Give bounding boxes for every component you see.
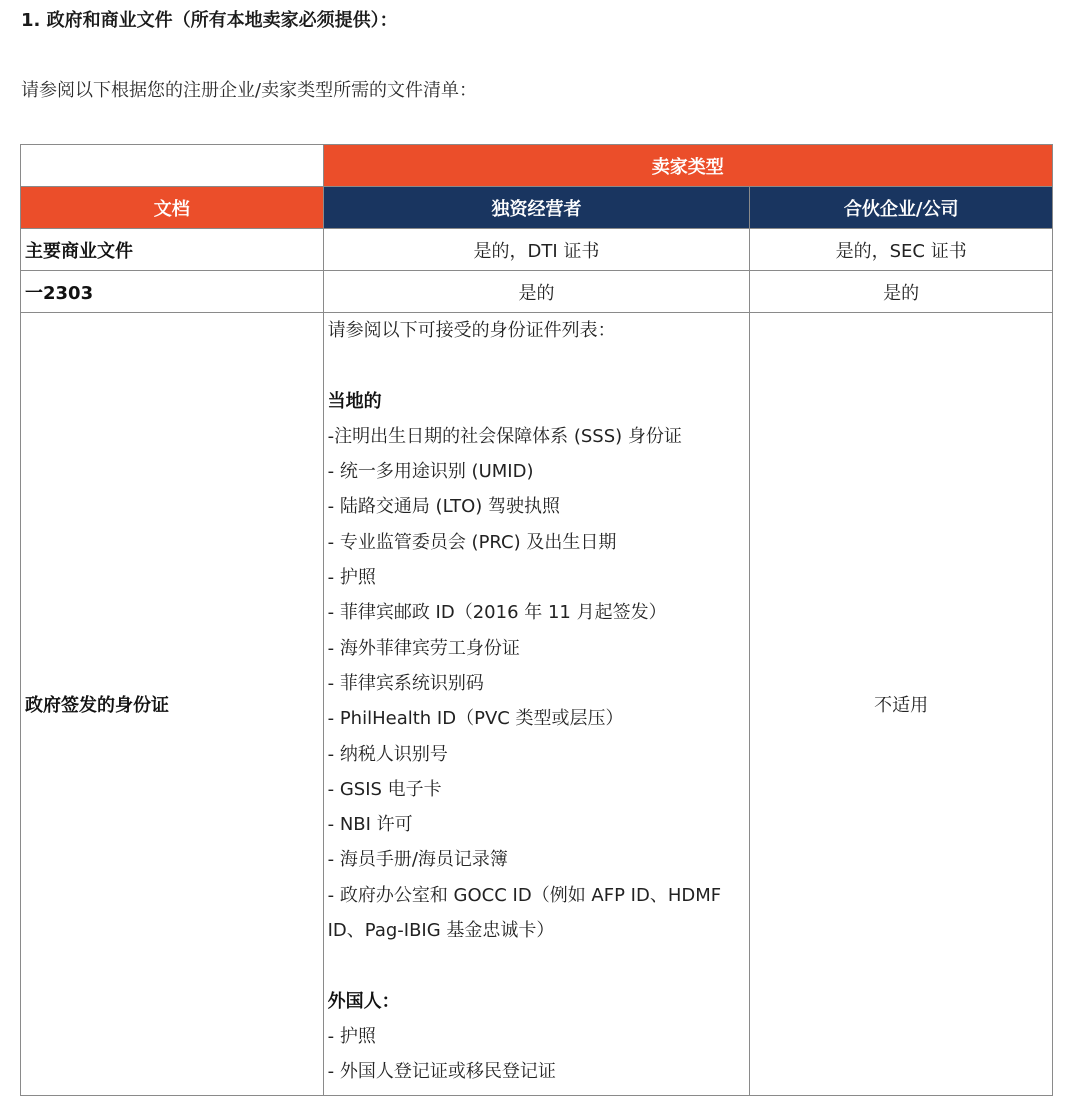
- list-item: - 护照: [327, 567, 376, 589]
- row-document-label: 主要商业文件: [21, 229, 324, 271]
- list-item: - 政府办公室和 GOCC ID（例如 AFP ID、HDMF ID、Pag-IBIG 基金忠诚卡）: [327, 884, 722, 942]
- list-item: -注明出生日期的社会保障体系 (SSS) 身份证: [327, 425, 682, 447]
- row-partnership-value: 是的，SEC 证书: [750, 229, 1053, 271]
- list-item: - 外国人登记证或移民登记证: [327, 1061, 556, 1083]
- table-row: [21, 271, 1053, 313]
- list-item: - 陆路交通局 (LTO) 驾驶执照: [327, 496, 561, 518]
- table-header-row-1: [21, 145, 1053, 187]
- row-document-label: 政府签发的身份证: [21, 313, 324, 1096]
- foreign-heading: 外国人：: [327, 990, 400, 1012]
- row-document-label: 一2303: [21, 271, 324, 313]
- table-header-row-2: [21, 187, 1053, 229]
- document-requirements-table: [20, 144, 1053, 1096]
- local-heading: 当地的: [327, 390, 382, 412]
- list-item: - GSIS 电子卡: [327, 778, 442, 800]
- list-item: - NBI 许可: [327, 814, 413, 836]
- list-item: - 专业监管委员会 (PRC) 及出生日期: [327, 531, 617, 553]
- list-item: - 海员手册/海员记录簿: [327, 849, 508, 871]
- id-list-intro: 请参阅以下可接受的身份证件列表：: [327, 320, 616, 341]
- list-item: - 菲律宾系统识别码: [327, 672, 484, 694]
- table-row-government-id: [21, 313, 1053, 1096]
- column-header-partnership: 合伙企业/公司: [750, 187, 1053, 229]
- row-partnership-value: 不适用: [750, 313, 1053, 1096]
- spacer: [328, 948, 746, 983]
- list-item: - 纳税人识别号: [327, 743, 448, 765]
- column-header-document: 文档: [21, 187, 324, 229]
- row-partnership-value: 是的: [750, 271, 1053, 313]
- row-sole-proprietor-value: 是的: [323, 271, 750, 313]
- intro-text: 请参阅以下根据您的注册企业/卖家类型所需的文件清单：: [21, 80, 478, 101]
- row-sole-proprietor-value: 是的，DTI 证书: [323, 229, 750, 271]
- list-item: - 统一多用途识别 (UMID): [327, 461, 534, 483]
- table-row: [21, 229, 1053, 271]
- list-item: - PhilHealth ID（PVC 类型或层压）: [327, 708, 624, 730]
- list-item: - 海外菲律宾劳工身份证: [327, 637, 520, 659]
- acceptable-id-list: [323, 313, 750, 1096]
- section-heading: 1. 政府和商业文件（所有本地卖家必须提供）：: [21, 10, 398, 31]
- column-header-sole-proprietor: 独资经营者: [323, 187, 750, 229]
- seller-type-header: 卖家类型: [323, 145, 1052, 187]
- list-item: - 护照: [327, 1025, 376, 1047]
- header-empty-cell: [21, 145, 324, 187]
- list-item: - 菲律宾邮政 ID（2016 年 11 月起签发）: [327, 602, 667, 624]
- spacer: [328, 348, 746, 383]
